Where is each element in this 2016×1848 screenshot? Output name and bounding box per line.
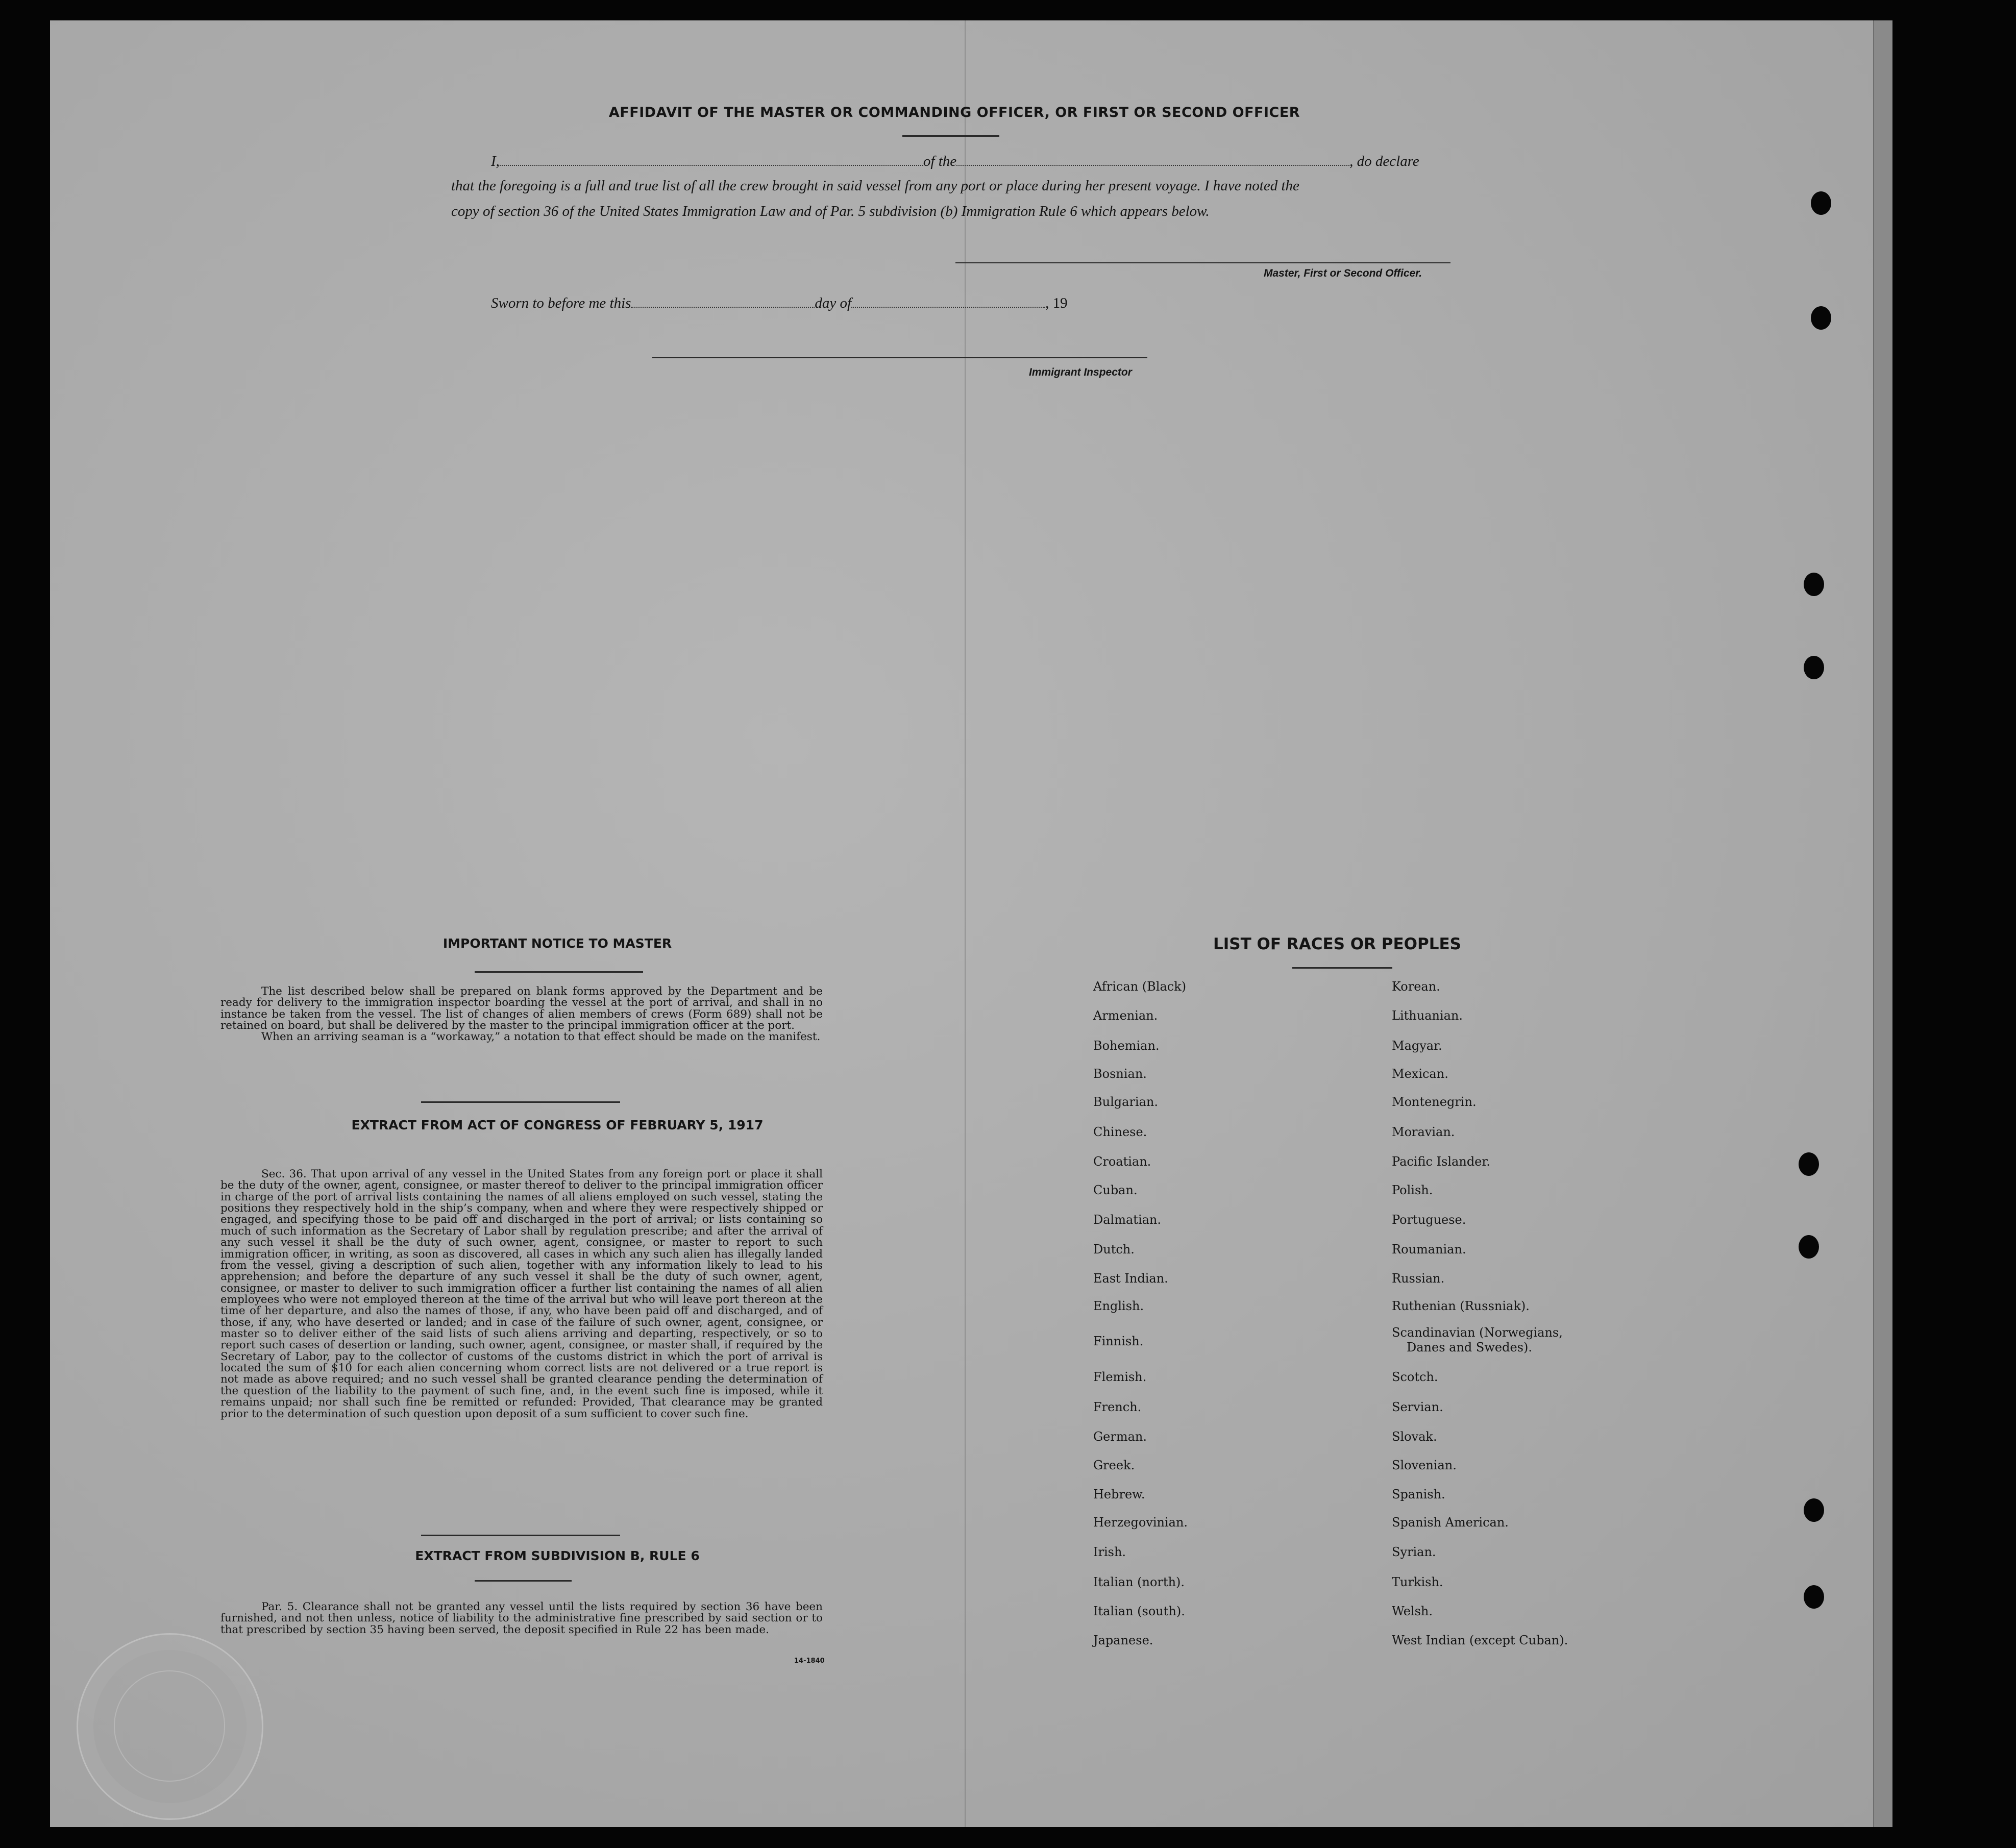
punch-hole (1804, 656, 1824, 679)
punch-hole (1811, 306, 1831, 330)
race-item: Armenian. (1093, 1008, 1158, 1023)
form-number: 14-1840 (794, 1657, 825, 1665)
race-item: Bohemian. (1093, 1039, 1160, 1053)
race-item: Pacific Islander. (1392, 1154, 1490, 1169)
race-item: Irish. (1093, 1545, 1126, 1559)
race-item: Danes and Swedes). (1407, 1340, 1532, 1354)
notice-title-rule (475, 971, 643, 973)
sworn-line (491, 295, 1068, 312)
race-item: Hebrew. (1093, 1487, 1145, 1501)
race-item: Spanish American. (1392, 1515, 1509, 1530)
race-item: East Indian. (1093, 1271, 1168, 1286)
races-title-rule (1292, 967, 1392, 969)
race-item: Scotch. (1392, 1370, 1438, 1384)
inspector-signature-label: Immigrant Inspector (1029, 366, 1132, 378)
master-signature-label: Master, First or Second Officer. (1264, 267, 1422, 279)
affidavit-line-1-start: I, (491, 153, 500, 169)
race-item: African (Black) (1093, 979, 1187, 994)
race-item: Croatian. (1093, 1154, 1151, 1169)
notice-title: IMPORTANT NOTICE TO MASTER (442, 936, 672, 951)
seal-ring (114, 1670, 225, 1782)
embossed-seal (77, 1633, 263, 1820)
month-blank (851, 295, 1045, 308)
notice-paragraph: When an arriving seaman is a “workaway,” a notation to that effect should be made on the manifest. (261, 1030, 821, 1044)
race-item: Flemish. (1093, 1370, 1147, 1384)
race-item: Roumanian. (1392, 1242, 1466, 1256)
name-blank (500, 154, 923, 166)
notice-paragraph: The list described below shall be prepared on blank forms approved by the Department and be ready for delivery to the immigration inspector boarding the vessel at the port of arrival, and shall in no instance be taken from the vessel. The list of changes of alien members of crews (Form 689) shall not be retained on board, but shall be delivered by the master to the principal immigration officer at the port. (220, 985, 823, 1032)
extract-rule-paragraph: Par. 5. Clearance shall not be granted any vessel until the lists required by section 36 have been furnished, and not then unless, notice of liability to the administrative fine prescribed by said section or to that prescribed by section 35 having been served, the deposit specified in Rule 22 has been made. (220, 1600, 823, 1636)
punch-hole (1799, 1235, 1819, 1259)
race-item: Bosnian. (1093, 1067, 1147, 1081)
race-item: Slovenian. (1392, 1458, 1457, 1472)
race-item: English. (1093, 1299, 1144, 1313)
race-item: Lithuanian. (1392, 1008, 1463, 1023)
punch-hole (1811, 191, 1831, 215)
race-item: Chinese. (1093, 1125, 1147, 1139)
race-item: Italian (north). (1093, 1575, 1185, 1589)
section-divider (421, 1101, 620, 1103)
race-item: Russian. (1392, 1271, 1445, 1286)
master-signature-line (955, 262, 1450, 263)
vessel-blank (956, 154, 1349, 166)
affidavit-title: AFFIDAVIT OF THE MASTER OR COMMANDING OFFICER, OR FIRST OR SECOND OFFICER (608, 105, 1300, 120)
race-item: Scandinavian (Norwegians, (1392, 1325, 1563, 1340)
affidavit-line-2: that the foregoing is a full and true list of all the crew brought in said vessel from any port or place during her present voyage. I have noted the (451, 178, 1299, 194)
race-item: Portuguese. (1392, 1213, 1466, 1227)
race-item: Greek. (1093, 1458, 1135, 1472)
race-item: Montenegrin. (1392, 1095, 1477, 1109)
race-item: Japanese. (1093, 1633, 1153, 1647)
extract-act-paragraph: Sec. 36. That upon arrival of any vessel in the United States from any foreign port or place it shall be the duty of the owner, agent, consignee, or master thereof to deliver to the principal immigration officer in charge of the port of arrival lists containing the names of all aliens employed on such vessel, stating the positions they respectively hold in the ship’s company, when and where they were respectively shipped or engaged, and specifying those to be paid off and discharged in the port of arrival; or lists containing so much of such information as the Secretary of Labor shall by regulation prescribe; and after the arrival of any such vessel it shall be the duty of such owner, agent, consignee, or master to report to such immigration officer, in writing, as soon as discovered, all cases in which any such alien has illegally landed from the vessel, giving a description of such alien, together with any information likely to lead to his apprehension; and before the departure of any such vessel it shall be the duty of such owner, agent, consignee, or master to deliver to such immigration officer a further list containing the names of all alien employees who were not employed thereon at the time of the arrival but who will leave port thereon at the time of her departure, and also the names of those, if any, who have been paid off and discharged, and of those, if any, who have deserted or landed; and in case of the failure of such owner, agent, consignee, or master so to deliver either of the said lists of such aliens arriving and departing, respectively, or so to report such cases of desertion or landing, such owner, agent, consignee, or master shall, if required by the Secretary of Labor, pay to the collector of customs of the customs district in which the port of arrival is located the sum of $10 for each alien concerning whom correct lists are not delivered or a true report is not made as above required; and no such vessel shall be granted clearance pending the determination of the question of the liability to the payment of such fine, and, in the event such fine is imposed, while it remains unpaid; nor shall such fine be remitted or refunded: Provided, That clearance may be granted prior to the determination of such question upon deposit of a sum sufficient to cover such fine. (220, 1168, 823, 1420)
race-item: Herzegovinian. (1093, 1515, 1188, 1530)
inspector-signature-line (652, 357, 1147, 358)
race-item: Finnish. (1093, 1334, 1144, 1348)
race-item: Syrian. (1392, 1545, 1436, 1559)
race-item: Polish. (1392, 1183, 1433, 1197)
race-item: Korean. (1392, 979, 1440, 994)
race-item: Servian. (1392, 1400, 1443, 1414)
punch-hole (1804, 1498, 1824, 1522)
extract-act-title: EXTRACT FROM ACT OF CONGRESS OF FEBRUARY 5, 1917 (351, 1118, 764, 1132)
race-item: Dalmatian. (1093, 1213, 1162, 1227)
title-rule (902, 135, 999, 137)
extract-rule-body (220, 1601, 823, 1636)
race-item: Turkish. (1392, 1575, 1443, 1589)
center-fold (965, 20, 966, 1827)
sworn-line-start: Sworn to before me this (491, 295, 631, 311)
sworn-line-mid: day of (815, 295, 852, 311)
race-item: Mexican. (1392, 1067, 1448, 1081)
affidavit-line-1 (491, 153, 1419, 170)
punch-hole (1804, 1585, 1824, 1609)
extract-rule-title: EXTRACT FROM SUBDIVISION B, RULE 6 (415, 1548, 700, 1563)
race-item: Bulgarian. (1093, 1095, 1158, 1109)
race-item: West Indian (except Cuban). (1392, 1633, 1568, 1647)
races-title: LIST OF RACES OR PEOPLES (1213, 935, 1462, 953)
race-item: Spanish. (1392, 1487, 1445, 1501)
page-edge-strip (1873, 20, 1892, 1827)
race-item: Welsh. (1392, 1604, 1433, 1618)
punch-hole (1799, 1152, 1819, 1176)
race-item: Ruthenian (Russniak). (1392, 1299, 1530, 1313)
affidavit-line-1-mid: of the (923, 153, 957, 169)
race-item: Dutch. (1093, 1242, 1135, 1256)
race-item: Moravian. (1392, 1125, 1455, 1139)
affidavit-line-3: copy of section 36 of the United States Immigration Law and of Par. 5 subdivision (b) Immigration Rule 6 which appears below. (451, 203, 1210, 219)
race-item: German. (1093, 1430, 1147, 1444)
race-item: Italian (south). (1093, 1604, 1185, 1618)
sworn-line-end: , 19 (1045, 295, 1068, 311)
race-item: French. (1093, 1400, 1142, 1414)
race-item: Cuban. (1093, 1183, 1138, 1197)
race-item: Slovak. (1392, 1430, 1437, 1444)
affidavit-line-1-end: , do declare (1349, 153, 1419, 169)
section-divider (421, 1535, 620, 1536)
punch-hole (1804, 573, 1824, 596)
notice-body (220, 986, 823, 1043)
extract-act-body (220, 1169, 823, 1420)
extract-rule-title-rule (475, 1580, 572, 1582)
day-blank (631, 295, 815, 308)
race-item: Magyar. (1392, 1039, 1442, 1053)
